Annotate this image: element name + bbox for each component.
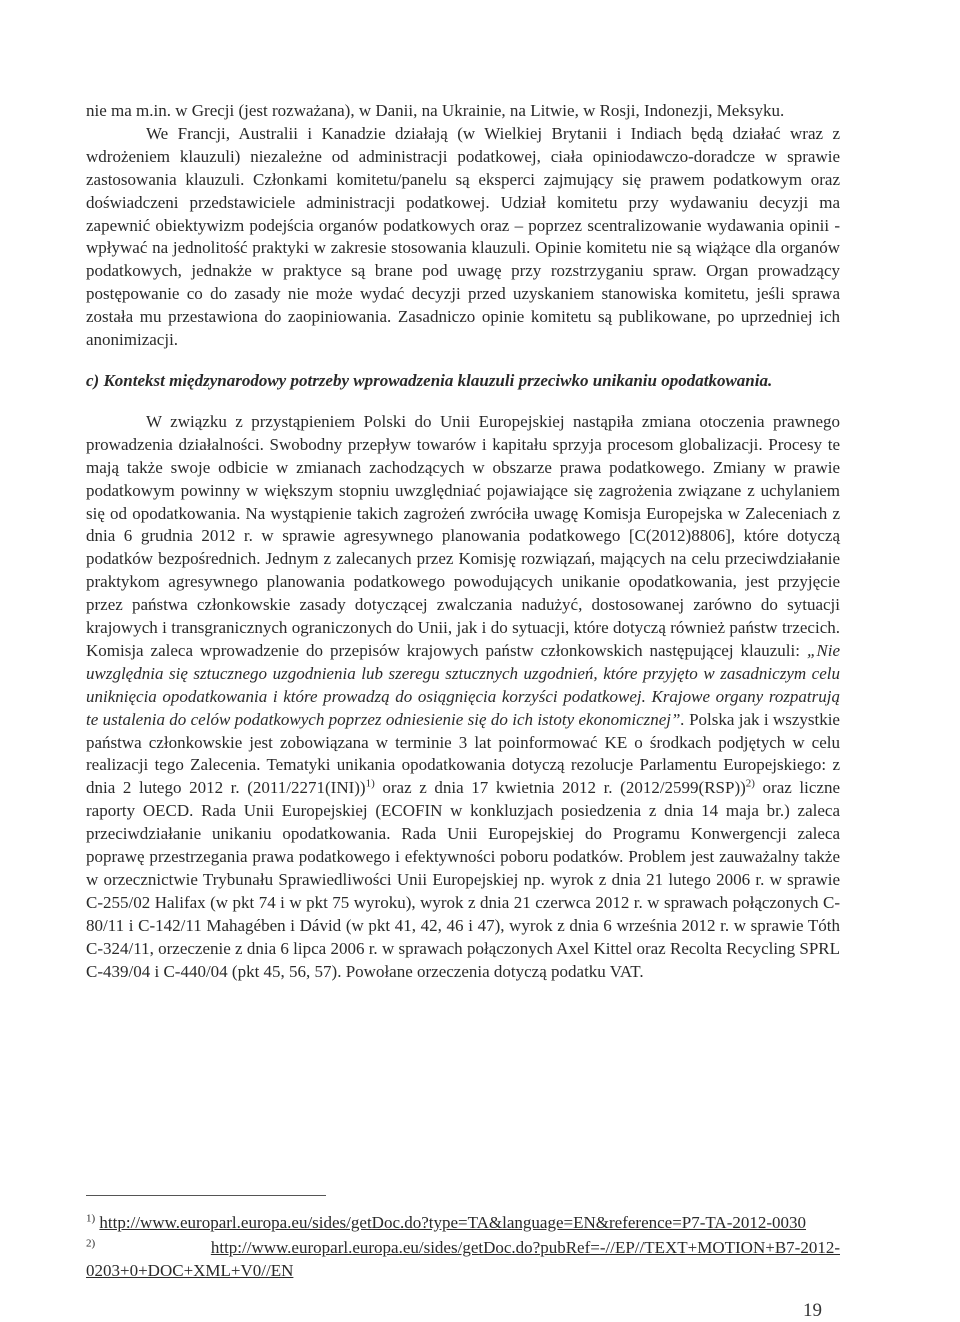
footnote-2-marker: 2) bbox=[86, 1237, 96, 1250]
paragraph-3 bbox=[86, 411, 840, 984]
paragraph-3-text-b: Polska jak i wszystkie państwa członkowskie jest zobowiązana w terminie 3 lat poinformować KE o środkach podjętych w celu realizacji tego Zalecenia. Tematyki unikania opodatkowania dotyczą rezolucje Parlamentu Europejskiego: z dnia 2 lutego 2012 r. (2011/2271(INI)) bbox=[86, 709, 840, 798]
footnote-2 bbox=[86, 1237, 840, 1283]
paragraph-3-text-a: W związku z przystąpieniem Polski do Unii Europejskiej nastąpiła zmiana otoczenia prawnego prowadzenia działalności. Swobodny przepływ towarów i kapitału sprzyja procesom globalizacji. Procesy te mają także swoje odbicie w zmianach zachodzących w obszarze prawa podatkowego. Zmiany w prawie podatkowym powinny w większym stopniu uwzględniać pojawiające się zagrożenia związane z uchylaniem się od opodatkowania. Na wystąpienie takich zagrożeń zwróciła uwagę Komisja Europejska w Zaleceniach z dnia 6 grudnia 2012 r. w sprawie agresywnego planowania podatkowego [C(2012)8806], które dotyczą podatków bezpośrednich. Jednym z zalecanych przez Komisję rozwiązań, mających na celu przeciwdziałanie praktykom agresywnego planowania podatkowego powodujących unikanie opodatkowania, jest przyjęcie przez państwa członkowskie zasady dotyczącej zwalczania nadużyć, dostosowanej zarówno do sytuacji krajowych i transgranicznych ograniczonych do Unii, jak i do sytuacji, które dotyczą również państw trzecich. Komisja zaleca wprowadzenie do przepisów krajowych państw członkowskich następującej klauzuli: bbox=[86, 411, 840, 660]
footnote-ref-1[interactable]: 1) bbox=[365, 777, 375, 790]
paragraph-1: nie ma m.in. w Grecji (jest rozważana), w Danii, na Ukrainie, na Litwie, w Rosji, Indonezji, Meksyku. bbox=[86, 101, 785, 120]
page-number: 19 bbox=[803, 1300, 822, 1321]
footnotes bbox=[86, 1212, 840, 1285]
section-heading: c) Kontekst międzynarodowy potrzeby wprowadzenia klauzuli przeciwko unikaniu opodatkowania. bbox=[86, 370, 773, 390]
footnote-divider bbox=[86, 1195, 326, 1196]
paragraph-3-text-d: oraz liczne raporty OECD. Rada Unii Europejskiej (ECOFIN w konkluzjach posiedzenia z dnia 14 maja br.) zaleca przeciwdziałanie unikaniu opodatkowania. Rada Unii Europejskiej do Programu Konwergencji zaleca poprawę przestrzegania prawa podatkowego i efektywności poboru podatków. Problem jest zauważalny także w orzecznictwie Trybunału Sprawiedliwości Unii Europejskiej np. wyrok z dnia 21 lutego 2006 r. w sprawie C-255/02 Halifax (w pkt 74 i w pkt 75 wyroku), wyrok z dnia 21 czerwca 2012 r. w sprawach połączonych C-80/11 i C-142/11 Mahagében i Dávid (w pkt 41, 42, 46 i 47), wyrok z dnia 6 września 2012 r. w sprawie Tóth C-324/11, orzeczenie z dnia 6 lipca 2006 r. w sprawach połączonych Axel Kittel oraz Recolta Recycling SPRL C-439/04 i C-440/04 (pkt 45, 56, 57). Powołane orzeczenia dotyczą podatku VAT. bbox=[86, 778, 840, 981]
footnote-1-link[interactable]: http://www.europarl.europa.eu/sides/getDoc.do?type=TA&language=EN&reference=P7-TA-2012-0030 bbox=[99, 1213, 807, 1232]
paragraph-3-quote: „Nie uwzględnia się sztucznego uzgodnienia lub szeregu sztucznych uzgodnień, które przyjęto w zasadniczym celu uniknięcia opodatkowania i które prowadzą do osiągnięcia korzyści podatkowej. Krajowe organy rozpatrują te ustalenia do celów podatkowych poprzez odniesienie się do ich istoty ekonomicznej”. bbox=[86, 640, 840, 729]
footnote-ref-2[interactable]: 2) bbox=[745, 777, 755, 790]
page-body bbox=[86, 100, 840, 984]
paragraph-3-text-c: oraz z dnia 17 kwietnia 2012 r. (2012/2599(RSP)) bbox=[374, 778, 746, 798]
paragraph-2: We Francji, Australii i Kanadzie działają (w Wielkiej Brytanii i Indiach będą działać wraz z wdrożeniem klauzuli) niezależne od administracji podatkowej, ciała opiniodawczo-doradcze w sprawie zastosowania klauzuli. Członkami komitetu/panelu są eksperci zajmujący się prawem podatkowym oraz doświadczeni przedstawiciele administracji podatkowej. Udział komitetu przy wydawaniu decyzji ma zapewnić obiektywizm podejścia organów podatkowych oraz – poprzez scentralizowanie wydawania opinii - wpływać na jednolitość praktyki w zakresie stosowania klauzuli. Opinie komitetu nie są wiążące dla organów podatkowych, jednakże w praktyce są brane pod uwagę przy rozstrzyganiu spraw. Organ prowadzący postępowanie co do zasady nie może wydać decyzji przed uzyskaniem stanowiska komitetu, jeśli sprawa została mu przestawiona do zaopiniowania. Zasadniczo opinie komitetu są publikowane, po uprzedniej ich anonimizacji. bbox=[86, 123, 840, 350]
footnote-1-marker: 1) bbox=[86, 1212, 96, 1225]
footnote-2-link[interactable]: http://www.europarl.europa.eu/sides/getDoc.do?pubRef=-//EP//TEXT+MOTION+B7-2012-0203+0+DOC+XML+V0//EN bbox=[86, 1237, 840, 1280]
footnote-1 bbox=[86, 1212, 840, 1235]
